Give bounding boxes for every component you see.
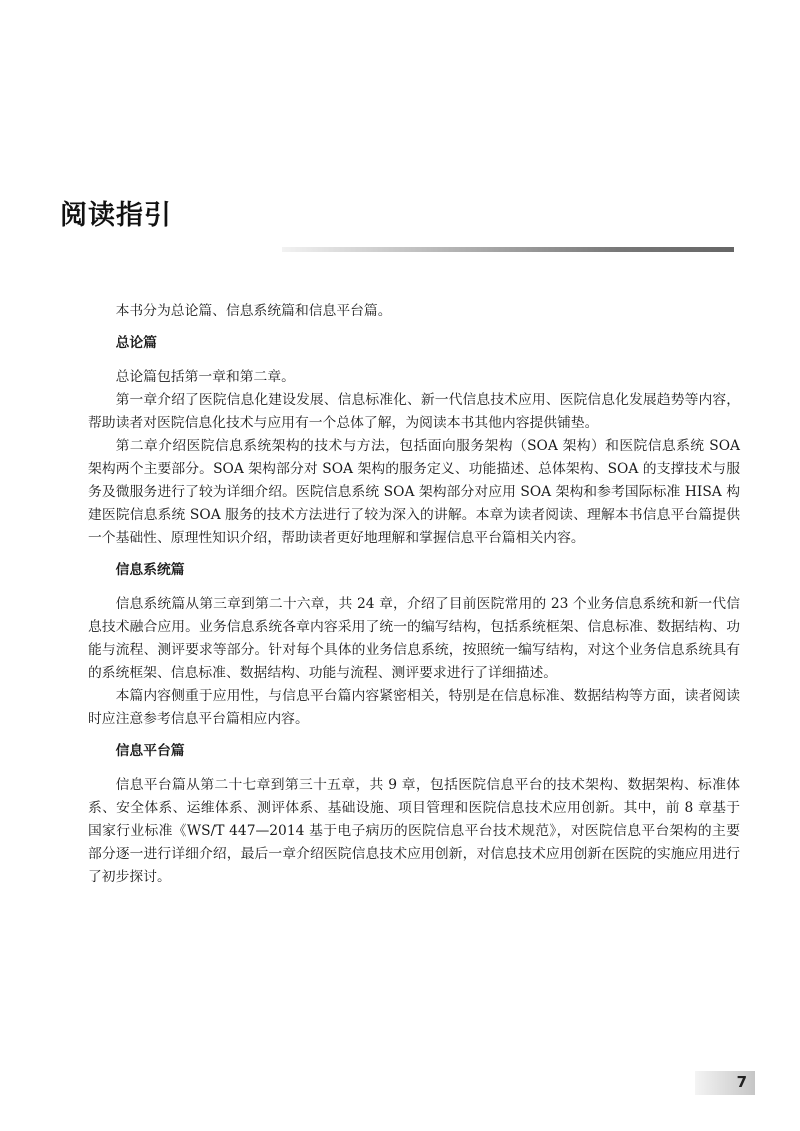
title-rule: [282, 247, 734, 252]
section-information-systems: [88, 559, 740, 731]
intro-paragraph: 本书分为总论篇、信息系统篇和信息平台篇。: [115, 303, 392, 319]
page-number: 7: [736, 1073, 747, 1091]
page-number-tab: [695, 1071, 755, 1095]
paragraph: 第二章介绍医院信息系统架构的技术与方法，包括面向服务架构（SOA 架构）和医院信息系统 SOA 架构两个主要部分。SOA 架构部分对 SOA 架构的服务定义、功能描述、总体架构、SOA 的支撑技术与服务及微服务进行了较为详细介绍。医院信息系统 SOA 架构部分对应用 SOA 架构和参考国际标准 HISA 构建医院信息系统 SOA 服务的技术方法进行了较为深入的讲解。本章为读者阅读、理解本书信息平台篇提供一个基础性、原理性知识介绍，帮助读者更好地理解和掌握信息平台篇相关内容。: [88, 438, 740, 546]
page-title: 阅读指引: [60, 200, 172, 231]
paragraph: 信息系统篇从第三章到第二十六章，共 24 章，介绍了目前医院常用的 23 个业务信息系统和新一代信息技术融合应用。业务信息系统各章内容采用了统一的编写结构，包括系统框架、信息标准、数据结构、功能与流程、测评要求等部分。针对每个具体的业务信息系统，按照统一编写结构，对这个业务信息系统具有的系统框架、信息标准、数据结构、功能与流程、测评要求进行了详细描述。: [88, 596, 740, 681]
section-general: [88, 332, 740, 550]
section-heading: 信息系统篇: [115, 562, 185, 578]
section-heading: 总论篇: [115, 335, 157, 351]
section-information-platform: [88, 740, 740, 889]
section-heading: 信息平台篇: [115, 743, 185, 759]
paragraph: 信息平台篇从第二十七章到第三十五章，共 9 章，包括医院信息平台的技术架构、数据架构、标准体系、安全体系、运维体系、测评体系、基础设施、项目管理和医院信息技术应用创新。其中，前 8 章基于国家行业标准《WS/T 447—2014 基于电子病历的医院信息平台技术规范》，对医院信息平台架构的主要部分逐一进行详细介绍，最后一章介绍医院信息技术应用创新，对信息技术应用创新在医院的实施应用进行了初步探讨。: [88, 777, 740, 885]
paragraph: 总论篇包括第一章和第二章。: [115, 369, 295, 385]
body-text: [88, 300, 740, 898]
paragraph: 第一章介绍了医院信息化建设发展、信息标准化、新一代信息技术应用、医院信息化发展趋势等内容，帮助读者对医院信息化技术与应用有一个总体了解，为阅读本书其他内容提供铺垫。: [88, 392, 740, 431]
paragraph: 本篇内容侧重于应用性，与信息平台篇内容紧密相关，特别是在信息标准、数据结构等方面，读者阅读时应注意参考信息平台篇相应内容。: [88, 688, 740, 727]
